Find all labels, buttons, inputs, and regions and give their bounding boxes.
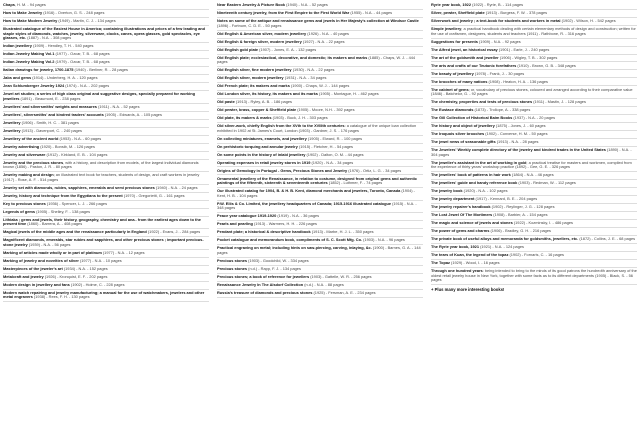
book-title: The brooches of many nations <box>431 78 488 84</box>
book-title: Ornamental jewellery of the Renaissance, in relation to costume, designed from original gems and authentic paintings of the fifteenth, sixteenth & seventeenth centuries <box>217 175 417 186</box>
book-meta: (1911) - N.A. - 52 pages <box>96 103 140 109</box>
book-meta: (1922) - Evans, J. - 284 pages <box>146 229 201 235</box>
book-entry <box>431 107 637 115</box>
book-entry <box>3 229 209 237</box>
book-entry <box>3 83 209 91</box>
book-entry <box>431 115 637 123</box>
book-meta: (1931) - N.A. - 34 pages <box>283 75 327 81</box>
book-entry <box>217 152 423 160</box>
book-meta: (1937) - N.A. - 20 pages <box>512 115 556 121</box>
book-meta: (1919) - N.A. - 36 pages <box>276 213 320 219</box>
book-entry <box>431 70 637 78</box>
book-title: Nineteenth century jewelry, from the First Empire to the First World War <box>217 10 350 16</box>
book-meta: (n.d.) - N.A. - 88 pages <box>303 281 344 287</box>
book-title: Silver, pewter, Sheffield plate <box>431 10 485 16</box>
book-entry <box>217 201 423 214</box>
book-title: Jewelry making and design <box>3 172 54 178</box>
book-meta: (1910) - Brown, G. B. - 348 pages <box>516 62 576 68</box>
book-entry <box>431 188 637 196</box>
book-title: How to Make Modern Jewelry <box>3 18 58 24</box>
book-entry <box>217 99 423 107</box>
book-meta: (1902) - Wilson, H. - 542 pages <box>560 18 616 24</box>
book-entry <box>217 167 423 175</box>
book-entry <box>217 290 423 298</box>
book-meta: (1920) - Bonsib, M. - 126 pages <box>39 143 95 149</box>
book-meta: (1913) - Marbe, H. J. L. - 350 pages <box>310 229 374 235</box>
book-meta: (1905) - Shelley, F. - 138 pages <box>35 208 91 214</box>
book-title: Jewellery <box>3 119 21 125</box>
book-meta: (1902) - Dalton, O. M. - 44 pages <box>305 151 364 157</box>
book-meta: (1977) - N.A. - 12 pages <box>101 249 145 255</box>
book-title: Old English & foreign silver, modern jewellery <box>217 38 302 44</box>
book-entry <box>217 144 423 152</box>
book-entry <box>217 67 423 75</box>
book-entry <box>3 237 209 250</box>
book-title: Jewelry advertising <box>3 143 40 149</box>
book-meta: (1896) - Fortnum, C. D. E. - 50 pages <box>217 22 282 28</box>
book-entry <box>431 268 637 285</box>
book-meta: (1905) - Edwards, A. - 105 pages <box>103 111 162 117</box>
book-meta: , H. M. - 94 pages <box>14 2 46 8</box>
book-meta: (1906) - Smith, H. C. - 381 pages <box>20 119 79 125</box>
book-title: Old English plate; ecclesiastical, decorative, and domestic; its makers and marks <box>217 54 368 60</box>
book-title: The jeweller's assistant in the art of working in gold <box>431 159 527 165</box>
book-title: Marking of articles made wholly or in part of platinum <box>3 249 102 255</box>
book-title: Lithiaka ; gems and jewels, their history, geography, chemistry and ana.. from the earliest ages down to the present time <box>3 216 201 227</box>
book-meta: (1908) - Heaton, H. A. - 136 pages <box>487 78 548 84</box>
book-title: Marking of jewelry and novelties of silver <box>3 257 79 263</box>
book-meta: (1912) - Kirkland, E. B. - 104 pages <box>45 151 108 157</box>
book-entry <box>431 147 637 160</box>
book-title: Operating expenses in retail jewelry stores in 1919 <box>217 159 311 165</box>
book-meta: (1953) - N.A. - 60 pages <box>58 135 102 141</box>
book-title: The Iroquois silver brooches <box>431 131 485 137</box>
book-meta: (1915) - Fletcher, H. - 54 pages <box>297 143 354 149</box>
book-title: The jewelry repairer's handbook <box>431 204 491 210</box>
book-title: Jewel art studies; a series of high class original and suggestive designs, specially prepared for working jewellers <box>3 91 195 101</box>
book-meta: (1930) - N.A. - 22 pages <box>291 67 335 73</box>
book-title: Precious stones; a book of reference for jewellers <box>217 273 310 279</box>
book-title: Our illustrated catalog for 1904, B. & H. B. Kent, diamond merchants and jewelers, Toronto, Canada <box>217 188 401 194</box>
book-title: Jewellery <box>3 127 21 133</box>
book-title: The jewelry department <box>431 196 475 202</box>
book-entry <box>431 78 637 86</box>
book-meta: (1900) - Barnes, G. A. - 144 pages <box>217 245 421 255</box>
book-meta: (1901) - Earle, J. - 240 pages <box>497 46 550 52</box>
book-meta: (1974) - N.A. - 202 pages <box>64 83 110 89</box>
book-meta: (1873) - Trollope, A. - 338 pages <box>473 107 531 113</box>
book-title: Metalcraft and jewelry <box>3 273 44 279</box>
book-meta: (1929) - Wood, I. - 16 pages <box>449 260 500 265</box>
book-title: Magical jewels of the middle ages and the renaissance particularly in England <box>3 229 147 235</box>
book-entry <box>217 136 423 144</box>
book-entry <box>217 221 423 229</box>
book-entry <box>217 115 423 123</box>
book-meta: (1911) - Mastin, J. - 128 pages <box>532 99 586 105</box>
book-title: The power of gems and charms <box>431 228 490 234</box>
book-entry <box>217 274 423 282</box>
book-title: Legends of gems <box>3 208 35 214</box>
book-entry <box>217 213 423 221</box>
book-meta: (1903) - Gattelle, W. R. - 256 pages <box>309 273 372 279</box>
book-entry <box>3 160 209 173</box>
book-meta: (1926) - Kronquist, E. F. - 202 pages <box>43 273 108 279</box>
book-title: Precious stones <box>217 257 248 263</box>
book-meta: (1970) - Gregorietti, G. - 161 pages <box>122 192 185 198</box>
book-title: The chemistry, properties and tests of precious stones <box>431 99 533 105</box>
book-meta: (1903) - Buck, J. H. - 303 pages <box>271 115 328 121</box>
book-meta: (1905) - Elward, R. - 100 pages <box>306 135 363 141</box>
book-meta: (1905) - Moore, N.H. - 392 pages <box>296 107 355 113</box>
book-entry <box>217 229 423 237</box>
book-entry <box>3 26 209 43</box>
book-entry <box>3 136 209 144</box>
book-meta: (1920) - N.A. - 102 pages <box>462 188 508 194</box>
book-entry <box>217 258 423 266</box>
book-entry <box>431 18 637 26</box>
book-title: Silverwork and jewelry ; a text-book for students and workers in metal <box>431 18 561 24</box>
book-title: On some points in the history of inlaid jewellery <box>217 151 306 157</box>
book-title: The jewellers' book of patterns in hair work <box>431 172 511 178</box>
book-entry <box>3 274 209 282</box>
book-title: Old paste <box>217 99 235 105</box>
book-entry <box>217 237 423 245</box>
book-meta: ; an illustrated text book for teachers, students of design, and craft workers in jewelry (1917) - Rose, A. F. - 514 pages <box>3 172 200 182</box>
book-meta: (1902) - Reylinger, J. G. - 128 pages <box>490 204 555 210</box>
book-meta: (1977) - N.A. - 10 pages <box>78 257 122 263</box>
book-entry <box>217 31 423 39</box>
book-entry <box>3 18 209 26</box>
book-meta: (1875) - Jones, J. - 60 pages <box>494 123 546 129</box>
book-meta: (1949) - Martin, C. J. - 134 pages <box>57 18 116 24</box>
book-meta: (1936) - Spencer, L. J. - 266 pages <box>45 200 108 206</box>
book-title: The Eustace diamonds <box>431 107 474 113</box>
book-title: The history and object of jewellery <box>431 123 495 129</box>
book-entry <box>217 282 423 290</box>
book-entry <box>431 47 637 55</box>
book-title: Old English gold plate <box>217 46 259 52</box>
book-entry <box>217 83 423 91</box>
book-title: On prehistoric torquing and annular jewelry <box>217 143 298 149</box>
book-entry <box>217 39 423 47</box>
book-meta: (1909) - N.A. - 92 pages <box>477 38 521 44</box>
book-entry <box>217 107 423 115</box>
book-title: The art of the goldsmith and jeweller <box>431 54 499 60</box>
book-meta: (1908) - Barbier, A. - 154 pages <box>492 212 548 218</box>
book-title: The tears of Kuan, the legend of the topaz <box>431 252 509 258</box>
book-meta: , with a history, and description from models, of the largest individual diamonds known (1856) - Paston, J. R. - 80 pages <box>3 159 199 170</box>
book-meta: (1917) - Kennard, B. E. - 204 pages <box>474 196 538 202</box>
book-title: Old London silver, its history, its makers and its marks <box>217 91 318 97</box>
book-title: Notes on some of the antique and renaissance gems and jewels in Her Majesty's collection at Windsor Castle <box>217 18 419 24</box>
book-title: Jewelry set with diamonds, rubies, sapphires, emeralds and semi precious stones <box>3 184 155 190</box>
book-meta: (1903) - Redman, W. - 112 pages <box>517 180 576 186</box>
book-title: The Lost Jewel Of The Mortimers <box>431 212 493 218</box>
book-meta: (1860) - Barrera, A. - 408 pages <box>26 221 83 227</box>
book-title: Indian Jewelry Making Vol.1 <box>3 51 55 57</box>
book-entry <box>431 123 637 131</box>
book-entry <box>431 99 637 107</box>
book-title: Jabs and gems <box>3 75 32 81</box>
book-title: Illustrated catalogue of the Easiest House in America; containing illustrations and prices of a few leading and staple styles of diamonds, watches, jewelry, silverware, clocks, canes, opera glasses, gold spectacles, eye glasses, etc. <box>3 26 205 41</box>
book-title: The private book of useful alloys and memoranda for goldsmiths, jewellers, etc. <box>431 236 579 242</box>
book-meta: (1938) - Rees, F. H. - 130 pages <box>32 294 90 300</box>
book-meta: (1939) - N.A. - 56 pages <box>27 241 71 247</box>
book-entry <box>3 67 209 75</box>
book-title: Origins of Gemology in Portugal - Gems, Precious Stones and Jewelry <box>217 167 348 173</box>
book-title: Suggestions for presents <box>431 38 478 44</box>
book-entry <box>3 51 209 59</box>
book-title: The Ryrie year book, 1921 <box>431 244 480 250</box>
book-entry <box>3 250 209 258</box>
book-entry <box>3 217 209 230</box>
book-entry <box>431 39 637 47</box>
book-meta: (1978) - Frank, J. - 30 pages <box>473 70 525 76</box>
book-title: Modern design in jewellery and fans <box>3 281 70 287</box>
book-title: Near Eastern Jewelry A Picture Book <box>217 2 286 8</box>
book-title: Italian drawings for jewelry, 1700-1875 <box>3 67 74 73</box>
book-entry <box>3 201 209 209</box>
book-meta: (1926) - N.A. - 40 pages <box>306 30 349 36</box>
book-meta: (1902) - Converse, H. M. - 50 pages <box>484 131 548 137</box>
book-entry <box>3 193 209 201</box>
book-entry <box>3 185 209 193</box>
book-entry <box>431 2 637 10</box>
book-column-2 <box>217 2 423 441</box>
book-title: Through one hundred years <box>431 267 483 273</box>
book-title: How to Make Jewelry <box>3 10 43 16</box>
book-entry <box>431 180 637 188</box>
book-title: Modern watch repairing and jewelry manufacturing; a manual for the use of watchmakers, jewelers and other metal engravers <box>3 289 205 300</box>
book-entry <box>431 204 637 212</box>
book-title: The magic and science of jewels and stones <box>431 220 513 226</box>
book-title: Practical engraving on metal; including hints on saw-piercing, carving, inlaying, &c. <box>217 245 372 251</box>
book-meta: (1906) - Wigley, T. B. - 302 pages <box>498 54 558 60</box>
book-meta: : being intended to bring to the minds of its good patrons the hundredth anniversary of the oldest retail jewelry house in New York, together with some facts as to its different departments (1905) - Black, S. - 56 pages <box>431 267 637 283</box>
book-title: Ryrie year book, 1922 <box>431 2 472 8</box>
book-entry <box>3 282 209 290</box>
book-title: Old English silver, fine modern jewellery <box>217 67 292 73</box>
book-entry <box>431 252 637 260</box>
book-meta: (1852) - Luthmer, F. - 74 pages <box>327 180 383 186</box>
book-title: P.W. Ellis & Co. Limited, the jewellery headquarters of Canada; 1915-1916 illustrated catalogue <box>217 200 391 206</box>
book-title: Peace year catalogue 1919-1920 <box>217 213 277 219</box>
book-meta: (1927) - N.A. - 22 pages <box>301 38 345 44</box>
book-entry <box>3 258 209 266</box>
book-entry <box>431 244 637 252</box>
book-meta: (1905) - Montague, H. - 462 pages <box>317 91 379 97</box>
book-meta: ; a practical handbook dealing with certain elementary methods of design and construction; written for the use of craftsmen, designers, students and teachers (1911) - Rathbone, R. - 316 pages <box>431 26 636 36</box>
book-meta: (1891) - Beaumont, E. - 238 pages <box>19 95 81 101</box>
book-title: Pocket catalogue and memorandum book, compliments of S. C. Scott Mfg. Co. <box>217 237 363 243</box>
book-title: Indian jewellery <box>3 43 32 49</box>
book-meta: (1906) - Bradley, G. H. - 216 pages <box>489 228 551 234</box>
book-meta: (1900) - Chaps, W. J. - 144 pages <box>289 83 350 89</box>
book-meta: (1922) - Kozminsky, I. - 486 pages <box>512 220 573 226</box>
book-entry <box>431 62 637 70</box>
book-entry <box>3 266 209 274</box>
book-title: Jewellers' and silversmiths' weights and measures <box>3 103 97 109</box>
book-columns <box>3 2 637 441</box>
book-meta: (1916) - Overton, G. S. - 248 pages <box>42 10 105 16</box>
book-meta: (1890) - N.A. - 304 pages <box>431 147 632 157</box>
book-meta: (n.d.) - Rapp, F. J. - 134 pages <box>247 265 301 271</box>
book-title: The cabinet of gems <box>431 86 469 92</box>
book-meta: (1940) - N.A. - 52 pages <box>285 2 328 8</box>
book-title: The jewellers' guide and handy reference book <box>431 180 518 186</box>
book-entry <box>217 10 423 18</box>
book-meta: (1903) - N.A. - 96 pages <box>362 237 405 243</box>
book-title: The jewelry book <box>431 188 463 194</box>
book-meta: (1902) - Fornaris, C. - 16 pages <box>508 252 564 258</box>
book-meta: (1903) - Goodchild, W. - 334 pages <box>247 257 309 263</box>
book-meta: (1864) - N.A. - 46 pages <box>510 172 554 178</box>
book-meta: (1887) - N.A. - 308 pages <box>26 35 72 41</box>
book-meta: (1902) - Holme, C. - 228 pages <box>69 281 125 287</box>
book-entry <box>3 172 209 185</box>
book-meta: (1913) - Burgess, F. W. - 378 pages <box>484 10 548 16</box>
book-meta: (1940) - N.A. - 24 pages <box>154 184 198 190</box>
book-meta: (1913) - Davenport, C. - 240 pages <box>20 127 82 133</box>
book-meta: (1907) - Jones, E. A. - 132 pages <box>258 46 317 52</box>
more-books-note: + Plus many more interesting books! <box>431 287 505 293</box>
book-title: Old English & American silver, modern jewellery <box>217 30 307 36</box>
book-meta: (1920) - N.A. - 34 pages <box>310 159 354 165</box>
book-column-3 <box>431 2 637 441</box>
book-entry <box>431 220 637 228</box>
book-title: Old pewter, brass, copper & Sheffield plate <box>217 107 297 113</box>
book-meta: (1925) - Fersman, A. E. - 234 pages <box>312 289 376 295</box>
book-title: The Topaz <box>431 260 450 265</box>
book-title: The Gill Collection of Historical Baim Books <box>431 115 513 121</box>
book-meta: (1872) - Collins, J. E. - 68 pages <box>578 236 636 242</box>
book-entry <box>3 128 209 136</box>
book-entry <box>431 10 637 18</box>
book-entry <box>3 152 209 160</box>
book-entry <box>431 172 637 180</box>
book-meta: (1913) - N.A. - 28 pages <box>495 139 539 145</box>
book-meta: (1904) - Kent, H. B. - 104 pages <box>217 188 415 198</box>
book-title: Old English silver, modern jewellery <box>217 75 284 81</box>
book-entry <box>431 196 637 204</box>
book-title: The arts and crafts of our Teutonic forefathers <box>431 62 517 68</box>
book-title: Jewelry and the precious stones <box>3 159 64 165</box>
book-meta: ; or, vocabulary of precious stones, coloured and arranged according to their comparative value (1846) - Batchelor, G. - 92 pages <box>431 86 633 97</box>
book-meta: (1909) - Hendley, T. H. - 540 pages <box>31 43 94 49</box>
book-meta: (1922) - Ryrie, B. - 114 pages <box>471 2 524 8</box>
book-meta: (1885) - Chaps, W. J. - 444 pages <box>217 54 416 65</box>
book-title: Pendant plate; a historical & descriptive handbook <box>217 229 311 235</box>
book-meta: (1979) - Ozcar, T. B. - 68 pages <box>54 59 110 65</box>
book-title: Key to precious stones <box>3 200 46 206</box>
book-title: Russia's treasure of diamonds and precious stones <box>217 289 313 295</box>
book-entry <box>217 55 423 68</box>
book-title: Jewelry and silverware <box>3 151 46 157</box>
book-title: The Jewelers' Weekly complete directory of the jewelry and kindred trades in the United States <box>431 147 606 153</box>
book-title: Jean Schlumberger Jewelry 1924 <box>3 83 65 89</box>
book-meta: : a catalogue of the unique loan collection exhibited in 1902 at St. James's Court, London (1903) - Gardner, J. S. - 176 pages <box>217 123 417 133</box>
book-meta: (1977) - Ozcar, T. B. - 68 pages <box>54 51 110 57</box>
book-entry <box>217 266 423 274</box>
book-title: Indian Jewelry Making Vol.2 <box>3 59 55 65</box>
book-entry <box>217 47 423 55</box>
book-entry <box>431 131 637 139</box>
book-entry <box>3 59 209 67</box>
book-entry <box>431 160 637 173</box>
book-title: On collecting miniatures, enamels, and jewellery <box>217 135 307 141</box>
book-meta: (1914) - Underberg, H. A. - 120 pages <box>31 75 98 81</box>
book-entry <box>217 245 423 258</box>
book-title: Old silver-work, chiefly English from the XVth to the XVIIIth centuries <box>217 123 345 129</box>
book-entry <box>217 160 423 168</box>
book-title: Jewellers', silversmiths' and kindred traders' accounts <box>3 111 104 117</box>
book-meta: (1921) - N.A. - 124 pages <box>479 244 524 250</box>
book-entry <box>3 144 209 152</box>
book-entry <box>3 10 209 18</box>
book-entry <box>431 260 637 268</box>
book-entry <box>431 139 637 147</box>
book-entry <box>217 91 423 99</box>
book-meta: (1913) - Ryley, A. B. - 186 pages <box>234 99 292 105</box>
book-title: Chaps <box>3 2 15 8</box>
book-entry <box>431 26 637 39</box>
book-entry <box>217 18 423 31</box>
book-entry <box>431 236 637 244</box>
book-title: Old French plate; its makers and marks <box>217 83 290 89</box>
book-entry <box>3 104 209 112</box>
book-entry <box>217 75 423 83</box>
book-entry <box>3 209 209 217</box>
book-entry <box>217 2 423 10</box>
book-entry <box>3 290 209 303</box>
book-title: Masterpieces of the jeweler's art <box>3 265 63 271</box>
book-title: Jewellery of the ancient world <box>3 135 59 141</box>
book-title: Precious stones <box>217 265 248 271</box>
book-meta: ; a practical treatise for masters and workmen, compiled from the experience of thirty years' workshop practice (1892) - Gee, G. E. - 326 pages <box>431 159 632 170</box>
book-meta: (1934) - N.A. - 152 pages <box>62 265 108 271</box>
book-meta: (1940) - Berliner, R. - 28 pages <box>73 67 128 73</box>
book-entry <box>431 86 637 99</box>
book-entry <box>431 228 637 236</box>
book-title: The jewel news of seasonable gifts <box>431 139 496 145</box>
book-entry <box>3 91 209 104</box>
book-title: Old plate, its makers & marks <box>217 115 272 121</box>
book-title: Magnificent diamonds, emeralds, star rubies and sapphires, and other precious stones ; important precious-stone jewelry <box>3 237 204 247</box>
book-entry <box>431 212 637 220</box>
book-meta: (1915) - N.A. - 348 pages <box>217 200 417 211</box>
book-title: The beauty of jewellery <box>431 70 474 76</box>
book-meta: (1955) - N.A. - 44 pages <box>349 10 393 16</box>
book-entry <box>3 120 209 128</box>
book-entry <box>217 175 423 188</box>
book-entry <box>431 55 637 63</box>
book-meta: (1913) - Warmers, H. H. - 226 pages <box>252 221 317 227</box>
book-title: Simple jewellery <box>431 26 462 32</box>
book-title: Renaissance Jewelry In The Alsdorf Collection <box>217 281 304 287</box>
book-title: Jewelry, history and technique from the Egyptians to the present <box>3 192 123 198</box>
book-entry <box>217 188 423 201</box>
book-entry <box>217 123 423 136</box>
book-entry <box>3 2 209 10</box>
book-entry <box>3 43 209 51</box>
book-column-1 <box>3 2 209 441</box>
book-title: The Alfred jewel, an historical essay <box>431 46 498 52</box>
book-entry <box>3 75 209 83</box>
book-meta: (1976) - Ortiz, L. G. - 34 pages <box>347 167 402 173</box>
book-title: Pearls and pearling <box>217 221 253 227</box>
book-entry <box>3 112 209 120</box>
